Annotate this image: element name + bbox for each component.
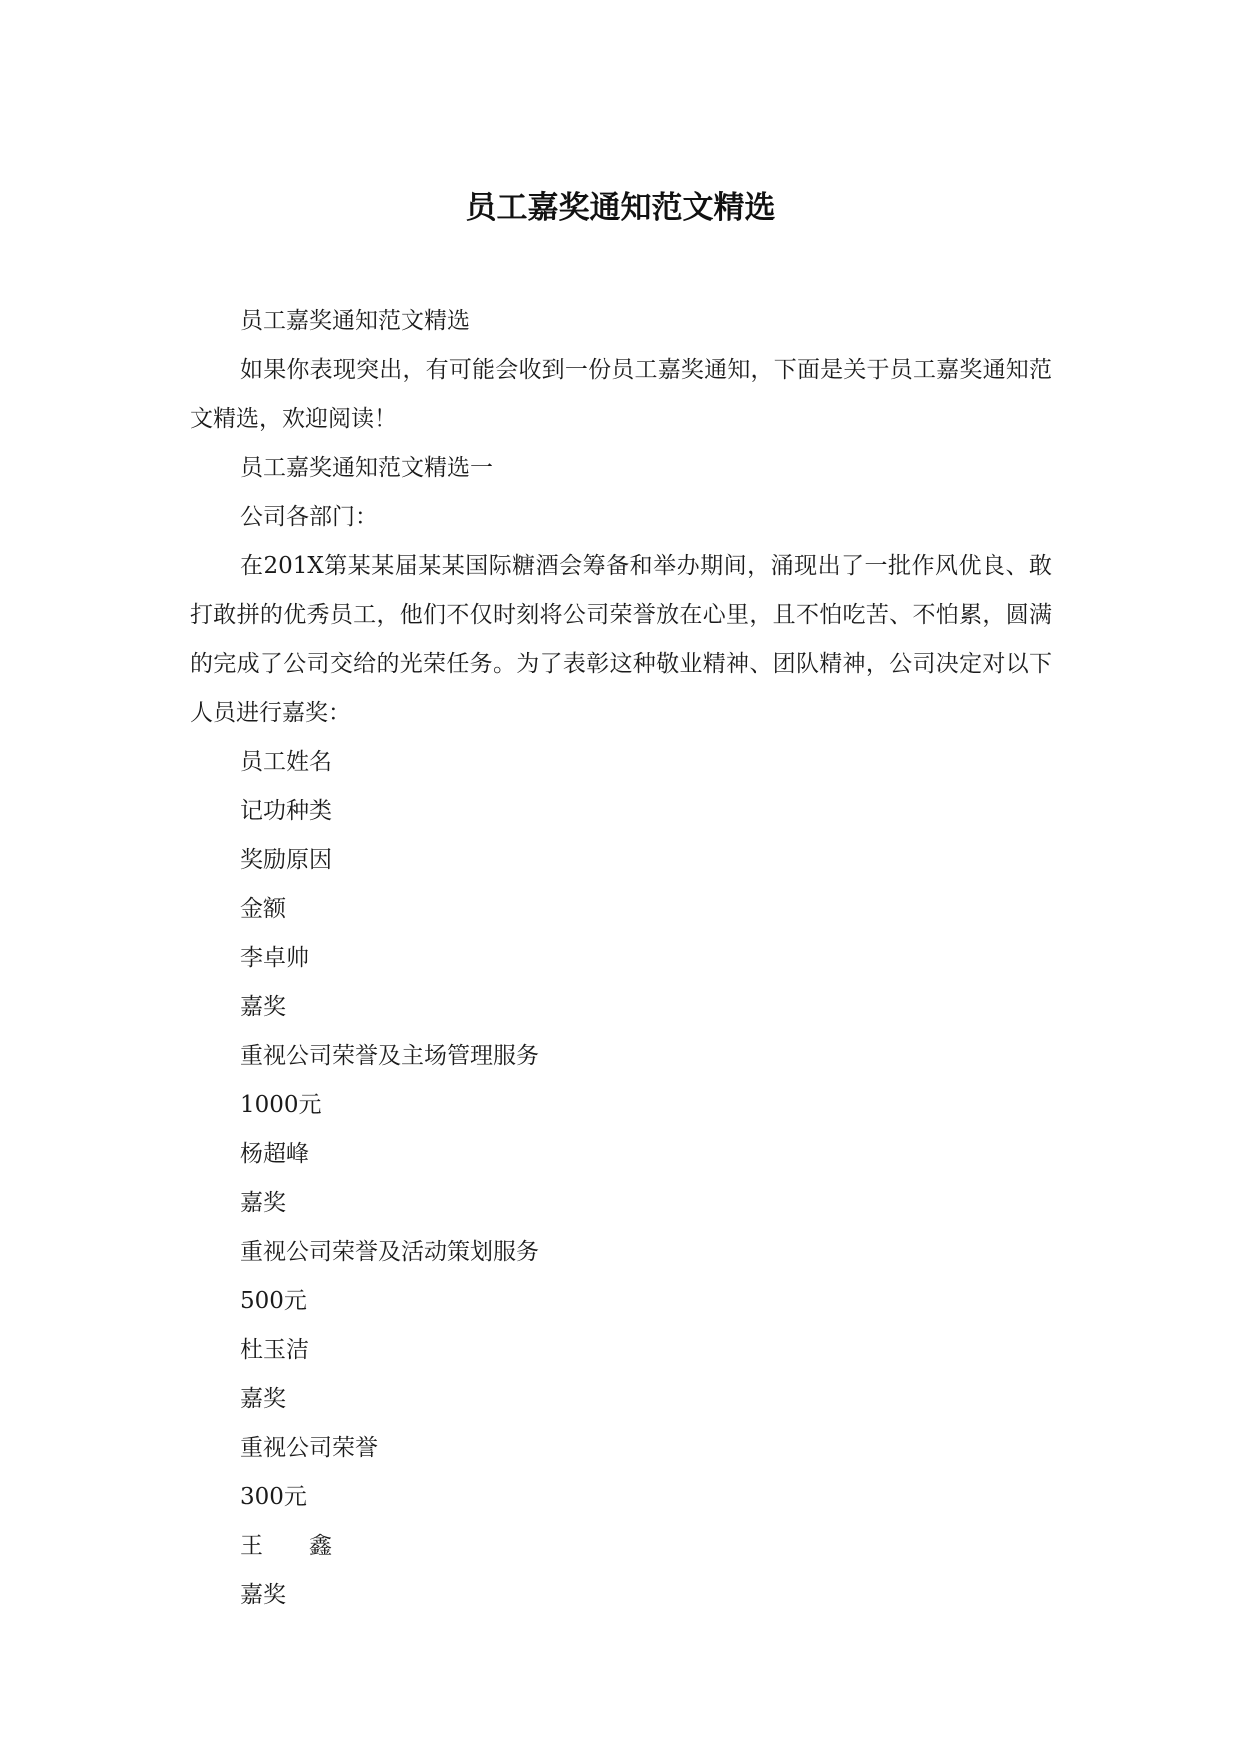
paragraph-intro: 如果你表现突出，有可能会收到一份员工嘉奖通知，下面是关于员工嘉奖通知范文精选，欢迎阅读！ [190, 357, 1052, 432]
table-line: 嘉奖 [240, 994, 286, 1020]
table-line: 重视公司荣誉及主场管理服务 [240, 1043, 539, 1069]
table-line: 王 鑫 [240, 1533, 332, 1559]
document-body [190, 297, 1052, 1620]
table-line: 李卓帅 [240, 945, 309, 971]
table-line: 奖励原因 [240, 847, 332, 873]
table-line: 嘉奖 [240, 1386, 286, 1412]
table-line: 杜玉洁 [240, 1337, 309, 1363]
paragraph-section-title: 员工嘉奖通知范文精选一 [240, 455, 493, 481]
table-line: 杨超峰 [240, 1141, 309, 1167]
table-line: 重视公司荣誉 [240, 1435, 378, 1461]
paragraph-main: 在201X第某某届某某国际糖酒会筹备和举办期间，涌现出了一批作风优良、敢打敢拼的优秀员工，他们不仅时刻将公司荣誉放在心里，且不怕吃苦、不怕累，圆满的完成了公司交给的光荣任务。为了表彰这种敬业精神、团队精神，公司决定对以下人员进行嘉奖： [190, 553, 1052, 726]
table-line: 金额 [240, 896, 286, 922]
table-line: 300元 [240, 1484, 307, 1510]
table-line: 重视公司荣誉及活动策划服务 [240, 1239, 539, 1265]
table-line: 1000元 [240, 1092, 322, 1118]
table-line: 嘉奖 [240, 1582, 286, 1608]
document-title: 员工嘉奖通知范文精选 [465, 190, 776, 226]
paragraph-heading: 员工嘉奖通知范文精选 [240, 308, 470, 334]
table-line: 员工姓名 [240, 749, 332, 775]
table-line: 嘉奖 [240, 1190, 286, 1216]
paragraph-salutation: 公司各部门： [240, 504, 378, 530]
table-line: 500元 [240, 1288, 307, 1314]
table-line: 记功种类 [240, 798, 332, 824]
